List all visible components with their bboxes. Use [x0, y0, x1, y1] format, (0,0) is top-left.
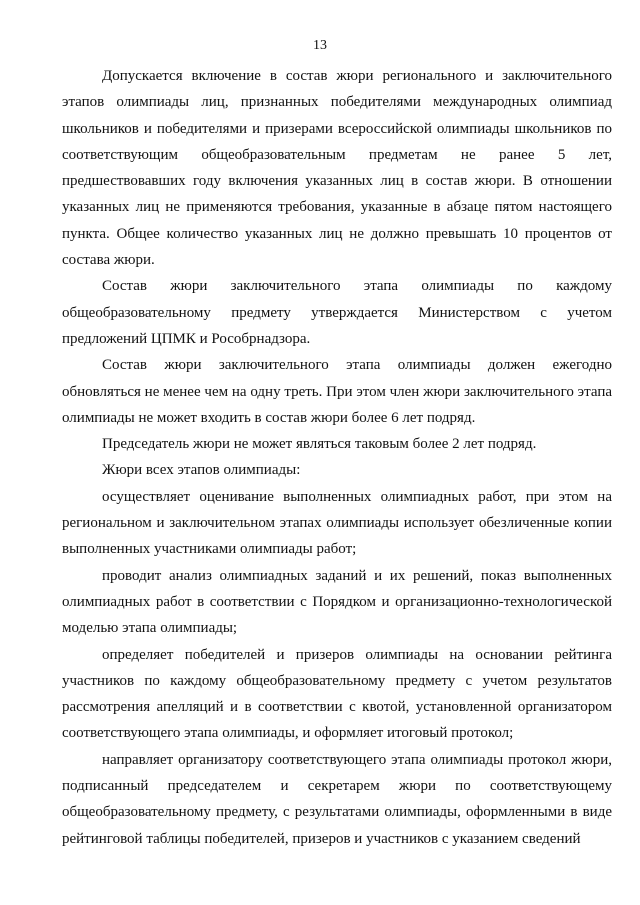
paragraph-jury-duties-intro: Жюри всех этапов олимпиады:: [102, 462, 301, 479]
paragraph-duty-protocol: направляет организатору соответствующего этапа олимпиады протокол жюри, подписанный председателем и секретарем жюри по соответствующему общеобразовательному предмету, с результатами олимпиады, оформленными в виде рейтинговой таблицы победителей, призеров и участников с указанием сведений: [62, 751, 612, 847]
paragraph-duty-winners: определяет победителей и призеров олимпиады на основании рейтинга участников по каждому общеобразовательному предмету с учетом результатов рассмотрения апелляций и в соответствии с квотой, установленной организатором соответствующего этапа олимпиады, и оформляет итоговый протокол;: [62, 646, 612, 742]
paragraph-duty-analysis: проводит анализ олимпиадных заданий и их решений, показ выполненных олимпиадных работ в соответствии с Порядком и организационно-технологической моделью этапа олимпиады;: [62, 567, 612, 637]
page-number: 13: [313, 38, 327, 53]
paragraph-jury-inclusion: Допускается включение в состав жюри регионального и заключительного этапов олимпиады лиц, признанных победителями международных олимпиад школьников и победителями и призерами всероссийской олимпиады школьников по соответствующим общеобразовательным предметам не ранее 5 лет, предшествовавших году включения указанных лиц в состав жюри. В отношении указанных лиц не применяются требования, указанные в абзаце пятом настоящего пункта. Общее количество указанных лиц не должно превышать 10 процентов от состава жюри.: [62, 68, 612, 269]
paragraph-jury-approval: Состав жюри заключительного этапа олимпиады по каждому общеобразовательному предмету утверждается Министерством с учетом предложений ЦПМК и Рособрнадзора.: [62, 278, 612, 347]
document-body: [62, 63, 612, 852]
paragraph-duty-evaluation: осуществляет оценивание выполненных олимпиадных работ, при этом на региональном и заключительном этапах олимпиады использует обезличенные копии выполненных участниками олимпиады работ;: [62, 488, 612, 558]
paragraph-chair-limit: Председатель жюри не может являться таковым более 2 лет подряд.: [102, 436, 537, 453]
paragraph-jury-renewal: Состав жюри заключительного этапа олимпиады должен ежегодно обновляться не менее чем на одну треть. При этом член жюри заключительного этапа олимпиады не может входить в состав жюри более 6 лет подряд.: [62, 357, 612, 426]
